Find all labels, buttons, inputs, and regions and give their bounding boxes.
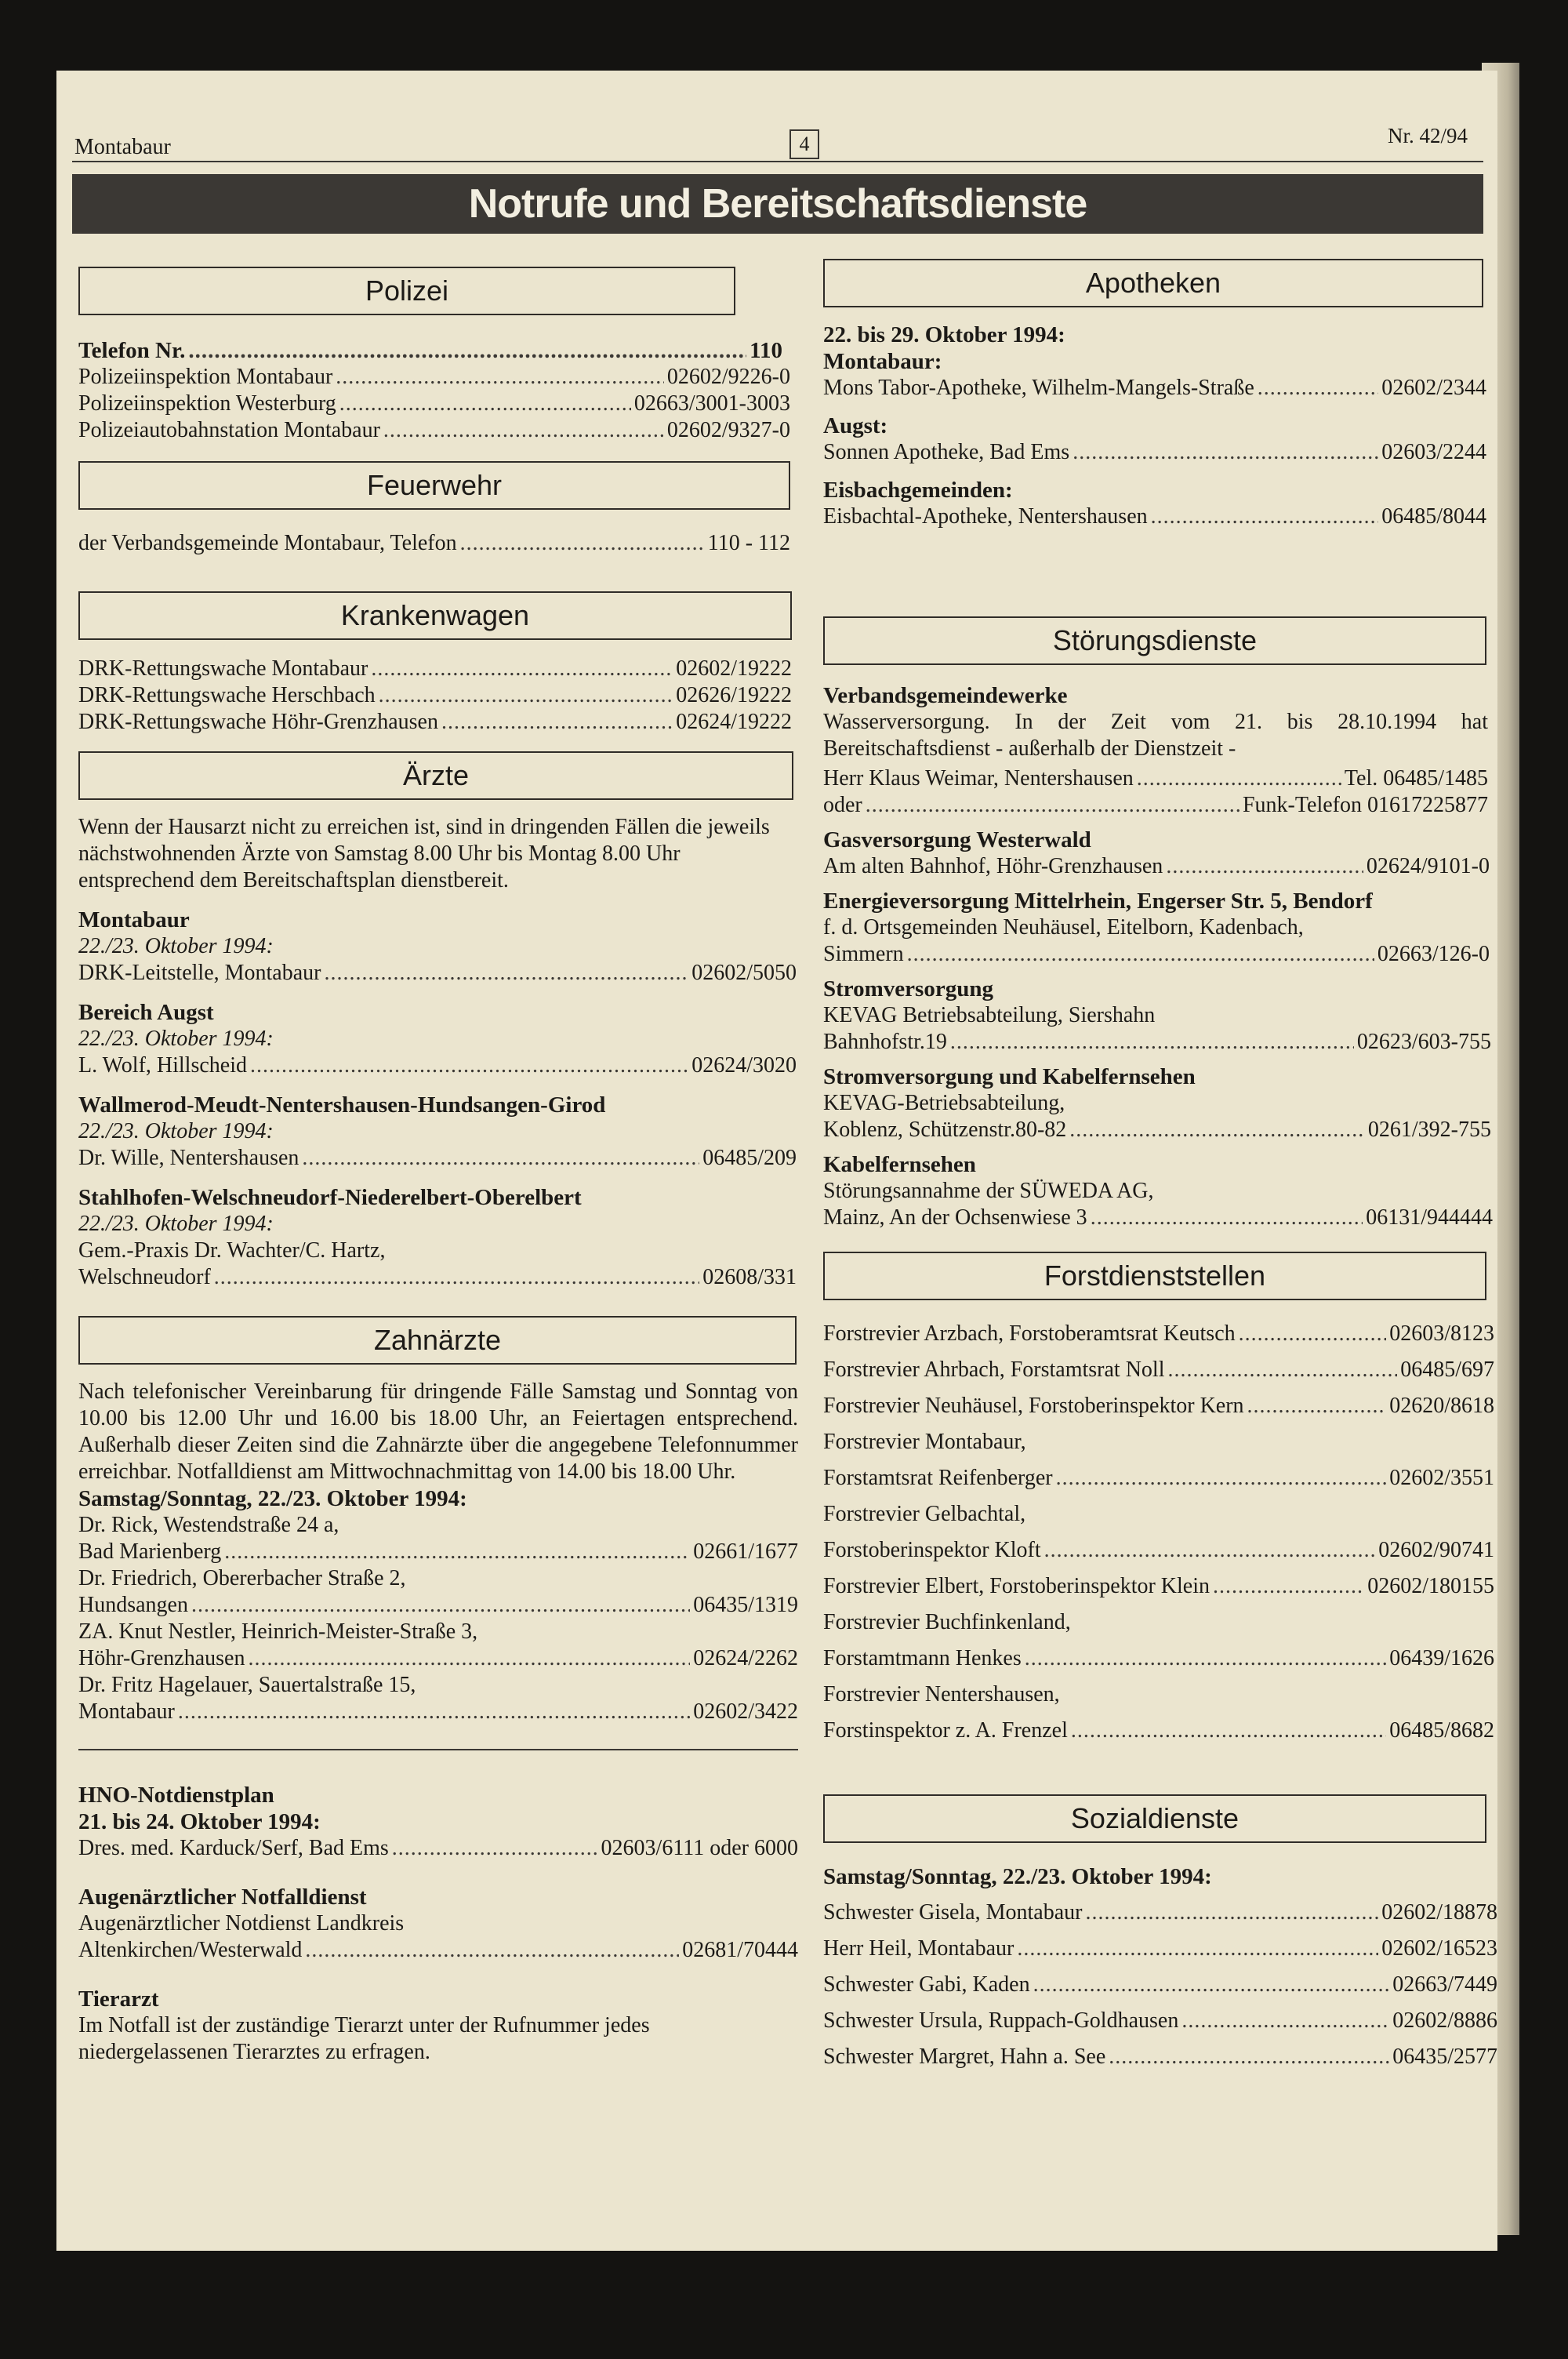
apotheken-date: 22. bis 29. Oktober 1994: [823,322,1065,347]
row-label: Simmern [823,942,904,966]
row-value: 02602/90741 [1378,1538,1494,1562]
entry-row [823,1388,1494,1424]
row-label: Eisbachtal-Apotheke, Nentershausen [823,504,1148,529]
row-label: Polizeiinspektion Montabaur [78,365,333,389]
entry-row [78,417,790,444]
row-value: 06485/697 [1400,1358,1494,1382]
row-label: DRK-Rettungswache Montabaur [78,656,368,681]
row-label: Am alten Bahnhof, Höhr-Grenzhausen [823,854,1163,878]
entry-row [78,1145,797,1172]
row-label: Schwester Ursula, Ruppach-Goldhausen [823,2008,1179,2033]
entry-row [823,1895,1497,1931]
entry-row [823,2039,1497,2075]
entry-row [823,1460,1494,1496]
row-label: Höhr-Grenzhausen [78,1646,245,1670]
row-label: Altenkirchen/Westerwald [78,1938,303,1962]
aerzte-address: Gem.-Praxis Dr. Wachter/C. Hartz, [78,1238,386,1263]
energie-pre: f. d. Ortsgemeinden Neuhäusel, Eitelborn, Kadenbach, [823,915,1304,940]
entry-row [823,1967,1497,2003]
entry-row [78,1052,797,1079]
row-label: Telefon Nr. [78,338,186,363]
aerzte-date: 22./23. Oktober 1994: [78,1119,274,1143]
zahnarzt-address: Dr. Fritz Hagelauer, Sauertalstraße 15, [78,1673,416,1697]
zahnarzt-address: Dr. Friedrich, Obererbacher Straße 2, [78,1566,406,1590]
vgw-list [823,765,1488,819]
entry-row [78,1264,797,1291]
section-title-sozialdienste: Sozialdienste [823,1794,1486,1843]
row-label: Welschneudorf [78,1265,211,1289]
row-label: Schwester Margret, Hahn a. See [823,2045,1106,2069]
row-value: 02602/19222 [676,656,792,681]
gas-row [823,853,1490,880]
row-value: 02624/9101-0 [1366,854,1490,878]
zahnaerzte-date: Samstag/Sonntag, 22./23. Oktober 1994: [78,1486,467,1511]
row-value: 06435/2577 [1392,2045,1497,2069]
row-label: DRK-Rettungswache Herschbach [78,683,376,707]
entry-row [823,792,1488,819]
row-value: 02602/9327-0 [666,418,790,442]
zahnarzt-address: Dr. Rick, Westendstraße 24 a, [78,1513,339,1537]
section-title-apotheken: Apotheken [823,259,1483,307]
aerzte-area-title: Bereich Augst [78,1000,214,1025]
row-value: 02602/3551 [1389,1466,1494,1490]
header-issue-number: Nr. 42/94 [1388,124,1468,147]
section-title-polizei: Polizei [78,267,735,315]
row-value: 110 [750,338,782,363]
right-column [823,259,1497,2075]
sozial-date: Samstag/Sonntag, 22./23. Oktober 1994: [823,1864,1212,1889]
vgw-text: Wasserversorgung. In der Zeit vom 21. bis 28.10.1994 hat Bereitschaftsdienst - außerhalb der Dienstzeit - [823,710,1488,761]
sozial-list [823,1895,1497,2075]
row-label: Polizeiautobahnstation Montabaur [78,418,380,442]
row-label: DRK-Leitstelle, Montabaur [78,961,321,985]
entry-row [78,391,790,417]
krankenwagen-list [78,656,792,736]
row-value: 06439/1626 [1389,1646,1494,1670]
aerzte-area-title: Stahlhofen-Welschneudorf-Niederelbert-Oberelbert [78,1185,582,1210]
row-label: Dres. med. Karduck/Serf, Bad Ems [78,1836,389,1860]
row-label: Schwester Gabi, Kaden [823,1972,1030,1997]
stromkabel-row [823,1117,1491,1143]
row-value: 06485/8044 [1381,504,1486,529]
entry-row [78,1592,798,1619]
row-label: DRK-Rettungswache Höhr-Grenzhausen [78,710,438,734]
row-value: 02602/3422 [693,1699,798,1724]
section-title-stoerungsdienste: Störungsdienste [823,616,1486,665]
strom-title: Stromversorgung [823,976,993,1001]
row-value: 02624/2262 [693,1646,798,1670]
row-value: 02602/18878 [1381,1900,1497,1925]
header-page-number: 4 [789,129,819,159]
row-value: 02623/603-755 [1356,1030,1491,1054]
row-label: Herr Heil, Montabaur [823,1936,1014,1961]
kabel-pre: Störungsannahme der SÜWEDA AG, [823,1179,1154,1203]
aerzte-date: 22./23. Oktober 1994: [78,1027,274,1051]
row-value: 02681/70444 [682,1938,798,1962]
stromkabel-title: Stromversorgung und Kabelfernsehen [823,1064,1196,1089]
aerzte-list [78,907,797,1291]
page-title-banner: Notrufe und Bereitschaftsdienste [72,174,1483,234]
row-label: Polizeiinspektion Westerburg [78,391,336,416]
row-value: 02602/5050 [691,961,797,985]
zahnaerzte-list [78,1512,798,1725]
row-value: 02663/7449 [1392,1972,1497,1997]
row-value: 06485/209 [702,1146,797,1170]
aerzte-area-title: Montabaur [78,907,190,932]
aerzte-date: 22./23. Oktober 1994: [78,934,274,958]
row-value: 02624/3020 [691,1053,797,1078]
aerzte-date: 22./23. Oktober 1994: [78,1212,274,1236]
row-label: L. Wolf, Hillscheid [78,1053,247,1078]
left-column [78,267,798,2066]
aerzte-intro: Wenn der Hausarzt nicht zu erreichen ist, sind in dringenden Fällen die jeweils nächstwohnenden Ärzte von Samstag 8.00 Uhr bis Montag 8.00 Uhr entsprechend dem Bereitschaftsplan dienstbereit. [78,815,770,892]
feuerwehr-row [78,530,790,557]
row-value: 02620/8618 [1389,1394,1494,1418]
row-value: 06485/8682 [1389,1718,1494,1743]
row-label: Forstrevier Arzbach, Forstoberamtsrat Keutsch [823,1321,1236,1346]
augen-pre: Augenärztlicher Notdienst Landkreis [78,1911,405,1936]
row-label: Dr. Wille, Nentershausen [78,1146,299,1170]
row-label: Forstrevier Ahrbach, Forstamtsrat Noll [823,1358,1165,1382]
entry-row [823,1931,1497,1967]
row-label: Mons Tabor-Apotheke, Wilhelm-Mangels-Straße [823,376,1254,400]
augen-row [78,1937,798,1964]
kabel-title: Kabelfernsehen [823,1152,976,1177]
row-value: 02603/2244 [1381,440,1486,464]
entry-row [78,1539,798,1565]
row-value: 06131/944444 [1366,1205,1493,1230]
entry-row [823,1316,1494,1352]
gas-title: Gasversorgung Westerwald [823,827,1091,852]
energie-title: Energieversorgung Mittelrhein, Engerser Str. 5, Bendorf [823,889,1373,914]
row-label: Sonnen Apotheke, Bad Ems [823,440,1070,464]
row-label: Bad Marienberg [78,1539,222,1564]
row-label: der Verbandsgemeinde Montabaur, Telefon [78,531,457,555]
row-value: 02602/8886 [1392,2008,1497,2033]
row-value: 06435/1319 [693,1593,798,1617]
vgw-title: Verbandsgemeindewerke [823,683,1068,708]
apotheke-area: Montabaur: [823,349,942,374]
row-value: 02663/126-0 [1377,942,1490,966]
entry-row [823,1641,1494,1677]
tierarzt-text: Im Notfall ist der zuständige Tierarzt unter der Rufnummer jedes niedergelassenen Tierarztes zu erfragen. [78,2013,650,2064]
entry-row [78,1699,798,1725]
hno-title: HNO-Notdienstplan [78,1783,274,1808]
apotheken-list [823,348,1486,530]
apotheke-area: Augst: [823,413,888,438]
polizei-list [78,364,790,444]
row-label: Koblenz, Schützenstr.80-82 [823,1118,1067,1142]
tierarzt-title: Tierarzt [78,1986,159,2012]
zahnaerzte-intro: Nach telefonischer Vereinbarung für dringende Fälle Samstag und Sonntag von 10.00 bis 12.00 Uhr und 16.00 bis 18.00 Uhr, an Feiertagen entsprechend. Außerhalb dieser Zeiten sind die Zahnärzte über die angegebene Telefonnummer erreichbar. Notfalldienst am Mittwochnachmittag von 14.00 bis 18.00 Uhr. [78,1379,798,1484]
forst-revier: Forstrevier Gelbachtal, [823,1502,1026,1526]
row-value: 02626/19222 [676,683,792,707]
row-label: Forstinspektor z. A. Frenzel [823,1718,1068,1743]
kabel-row [823,1205,1493,1231]
row-label: Hundsangen [78,1593,188,1617]
row-value: 02608/331 [702,1265,797,1289]
row-value: 02602/180155 [1367,1574,1494,1598]
stromkabel-pre: KEVAG-Betriebsabteilung, [823,1091,1065,1115]
row-value: 02603/6111 oder 6000 [601,1836,798,1860]
strom-pre: KEVAG Betriebsabteilung, Siershahn [823,1003,1156,1027]
row-label: Schwester Gisela, Montabaur [823,1900,1083,1925]
row-value: Tel. 06485/1485 [1344,766,1488,791]
hno-date: 21. bis 24. Oktober 1994: [78,1809,321,1834]
row-value: 02624/19222 [676,710,792,734]
entry-row [78,656,792,682]
forst-revier: Forstrevier Montabaur, [823,1430,1026,1454]
row-value: 0261/392-755 [1367,1118,1491,1142]
hno-row [78,1835,798,1862]
energie-row [823,941,1490,968]
strom-row [823,1029,1491,1056]
entry-row [823,375,1486,402]
section-title-krankenwagen: Krankenwagen [78,591,792,640]
entry-row [78,960,797,987]
row-value: 02602/2344 [1381,376,1486,400]
row-value: 02602/16523 [1381,1936,1497,1961]
entry-row [823,1532,1494,1568]
row-label: Bahnhofstr.19 [823,1030,947,1054]
section-title-zahnaerzte: Zahnärzte [78,1316,797,1365]
apotheke-area: Eisbachgemeinden: [823,478,1013,503]
row-label: Forstamtmann Henkes [823,1646,1022,1670]
entry-row [823,439,1486,466]
row-label: Forstoberinspektor Kloft [823,1538,1041,1562]
row-value: 02603/8123 [1389,1321,1494,1346]
entry-row [823,2003,1497,2039]
entry-row [823,1713,1494,1749]
row-value: 02602/9226-0 [666,365,790,389]
entry-row [823,765,1488,792]
row-label: oder [823,793,862,817]
row-value: 02663/3001-3003 [633,391,790,416]
row-label: Montabaur [78,1699,175,1724]
polizei-phone-row [78,337,782,364]
row-label: Herr Klaus Weimar, Nentershausen [823,766,1134,791]
forst-list [823,1316,1494,1749]
header-town: Montabaur [74,135,171,159]
entry-row [823,1352,1494,1388]
row-value: 02661/1677 [693,1539,798,1564]
entry-row [78,364,790,391]
row-label: Forstrevier Elbert, Forstoberinspektor Klein [823,1574,1210,1598]
aerzte-area-title: Wallmerod-Meudt-Nentershausen-Hundsangen-Girod [78,1092,606,1118]
header-rule [72,161,1483,162]
section-title-aerzte: Ärzte [78,751,793,800]
entry-row [78,1645,798,1672]
forst-revier: Forstrevier Buchfinkenland, [823,1610,1071,1634]
zahnarzt-address: ZA. Knut Nestler, Heinrich-Meister-Straße 3, [78,1619,478,1644]
entry-row [78,709,792,736]
row-value: Funk-Telefon 01617225877 [1242,793,1488,817]
row-value: 110 - 112 [707,531,790,555]
row-label: Mainz, An der Ochsenwiese 3 [823,1205,1087,1230]
forst-revier: Forstrevier Nentershausen, [823,1682,1060,1707]
entry-row [823,503,1486,530]
row-label: Forstamtsrat Reifenberger [823,1466,1053,1490]
section-title-forstdienststellen: Forstdienststellen [823,1252,1486,1300]
augen-title: Augenärztlicher Notfalldienst [78,1885,367,1910]
row-label: Forstrevier Neuhäusel, Forstoberinspektor Kern [823,1394,1244,1418]
entry-row [78,682,792,709]
entry-row [823,1568,1494,1605]
section-title-feuerwehr: Feuerwehr [78,461,790,510]
